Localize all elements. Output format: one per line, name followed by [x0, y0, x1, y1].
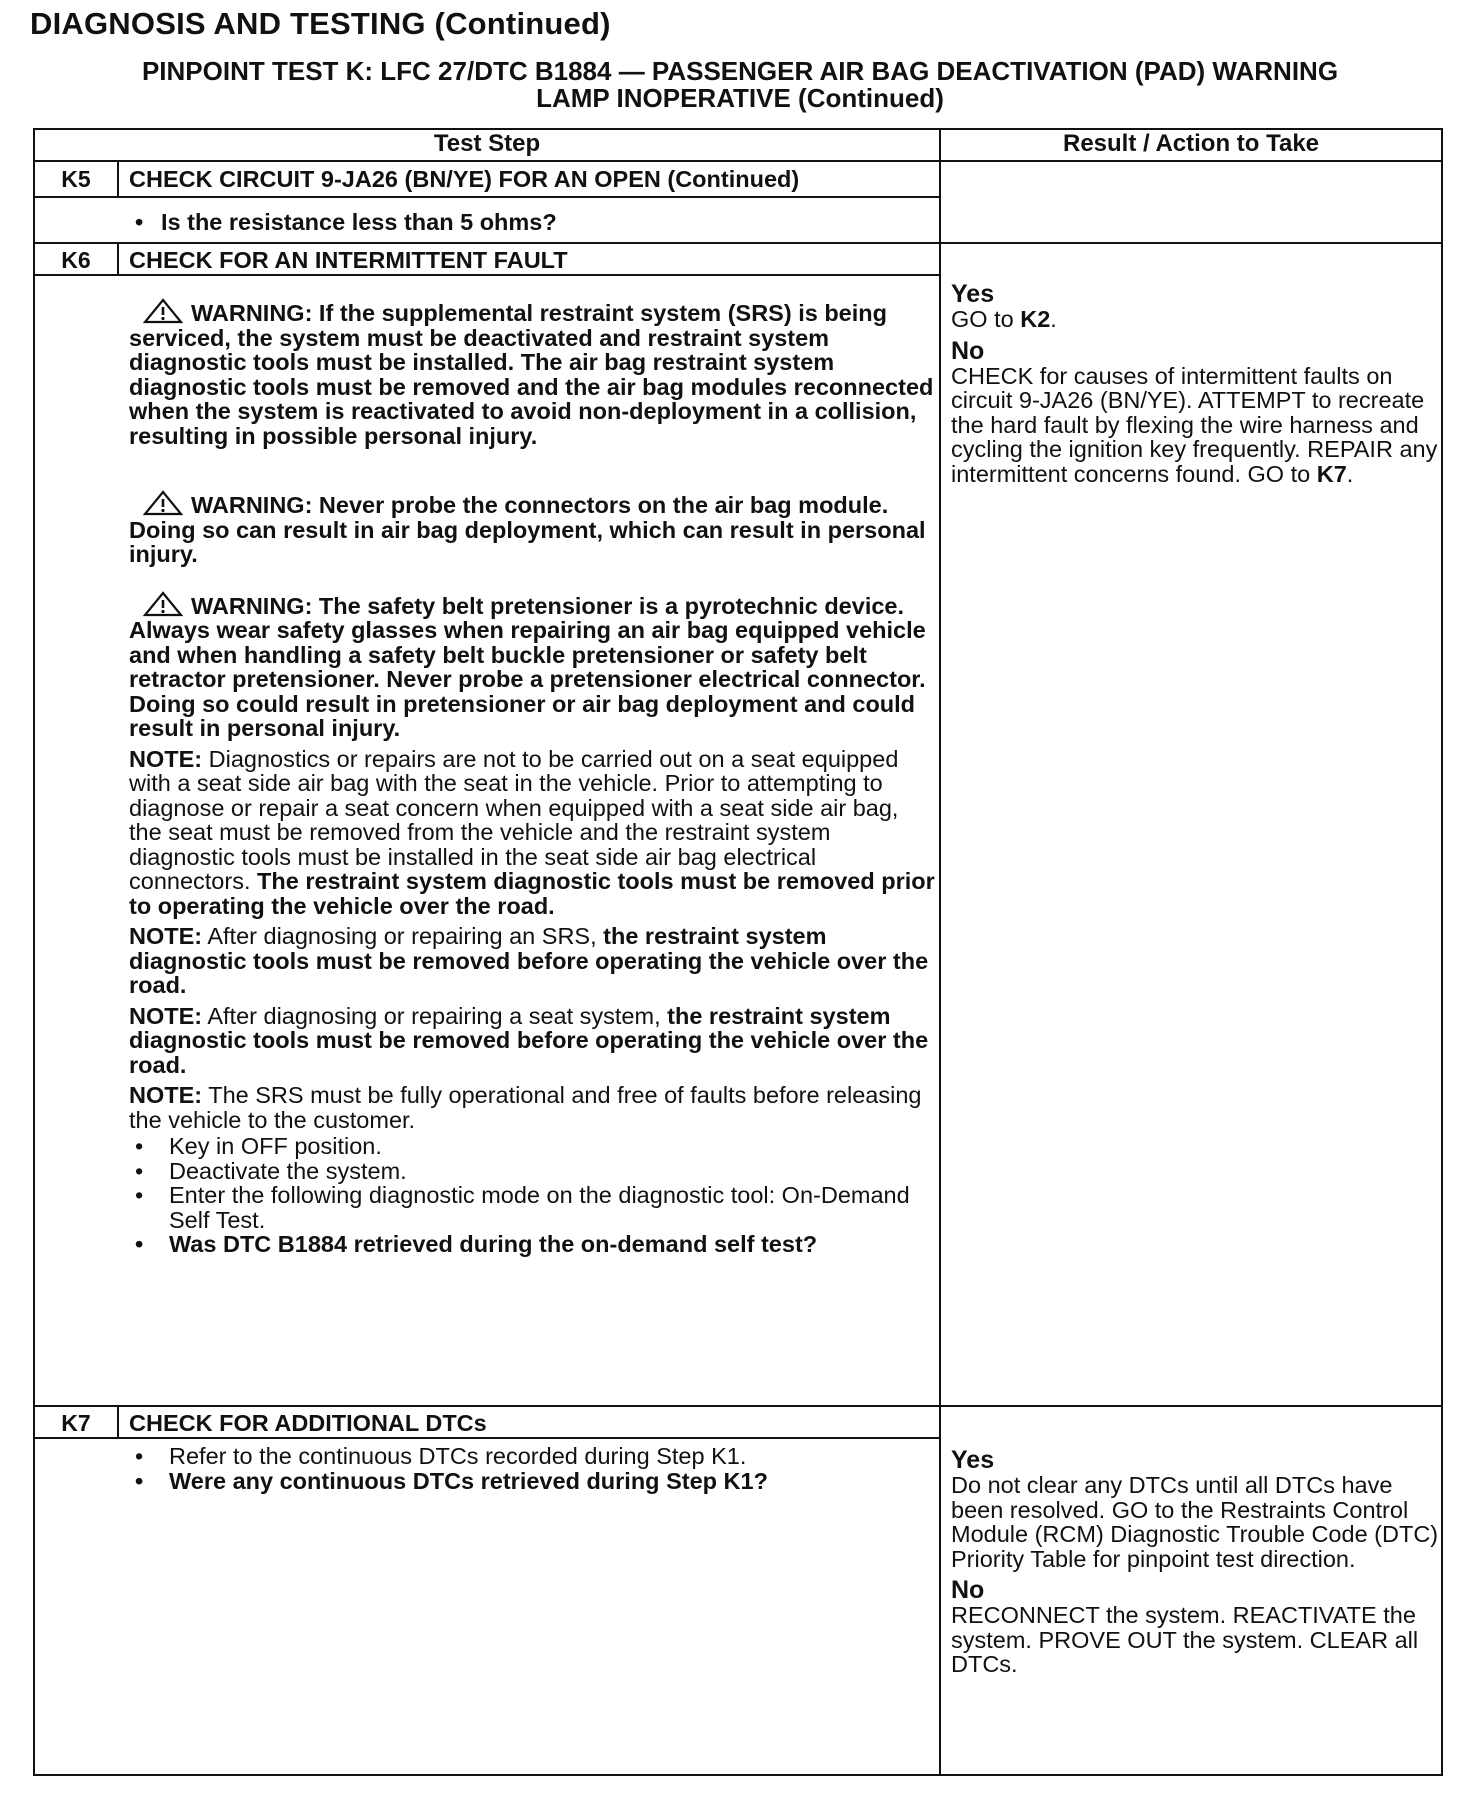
- pinpoint-test-title-line2: LAMP INOPERATIVE (Continued): [536, 83, 944, 113]
- k6-yes-end: .: [1050, 306, 1057, 332]
- k6-no-end: .: [1346, 460, 1354, 487]
- k5-bullet-question: • Is the resistance less than 5 ohms?: [129, 210, 929, 235]
- k7-no-action: RECONNECT the system. REACTIVATE the system. PROVE OUT the system. CLEAR all DTCs.: [951, 1602, 1419, 1677]
- k6-bullet-1: • Key in OFF position.: [129, 1134, 935, 1159]
- k5-step-title: CHECK CIRCUIT 9-JA26 (BN/YE) FOR AN OPEN (Continued): [129, 166, 800, 192]
- page-title: DIAGNOSIS AND TESTING (Continued): [30, 6, 611, 41]
- k6-yes-text: GO to: [951, 306, 1021, 332]
- k7-id-divider: [117, 1405, 119, 1437]
- k6-warning-3: [129, 591, 935, 741]
- header-row-divider: [35, 160, 1441, 162]
- k6-note-2-text: After diagnosing or repairing an SRS,: [202, 923, 604, 949]
- k5-question: [129, 210, 929, 235]
- note-label: NOTE:: [129, 1002, 203, 1029]
- k6-note-4: [129, 1083, 935, 1132]
- k7-result: [951, 1448, 1439, 1684]
- k5-title-divider: [35, 196, 939, 198]
- k6-yes-label: Yes: [951, 280, 995, 308]
- note-label: NOTE:: [129, 923, 203, 949]
- k6-note-3-emphasis: the restraint system diagnostic tools must be removed before operating the vehicle over the road.: [129, 1002, 929, 1078]
- k6-yes-step-ref: K2: [1020, 306, 1051, 332]
- note-label: NOTE:: [129, 1082, 203, 1108]
- k6-step-title: CHECK FOR AN INTERMITTENT FAULT: [129, 247, 568, 273]
- k6-bullet-3: • Enter the following diagnostic mode on the diagnostic tool: On-Demand Self Test.: [129, 1183, 935, 1232]
- k7-bullet-2: • Were any continuous DTCs retrieved during Step K1?: [129, 1469, 935, 1494]
- k6-note-2-emphasis: the restraint system diagnostic tools must be removed before operating the vehicle over the road.: [129, 923, 929, 998]
- k6-bullet-2: • Deactivate the system.: [129, 1159, 935, 1184]
- k6-no-label: No: [951, 336, 985, 365]
- k6-title-divider: [35, 274, 939, 276]
- column-header-result: Result / Action to Take: [1062, 130, 1320, 157]
- k6-bullet-list: [129, 1134, 935, 1257]
- k6-note-3-text: After diagnosing or repairing a seat system,: [202, 1002, 668, 1029]
- k7-step-id: K7: [61, 1410, 91, 1436]
- k6-step-body: [129, 298, 935, 1257]
- k7-step-title: CHECK FOR ADDITIONAL DTCs: [129, 1410, 487, 1436]
- k6-id-divider: [117, 242, 119, 274]
- k6-row-divider: [35, 1405, 1441, 1407]
- k6-note-1-text: Diagnostics or repairs are not to be carried out on a seat equipped with a seat side air bag with the seat in the vehicle. Prior to attempting to diagnose or repair a seat concern when equipped with a seat side air bag, the seat must be removed from the vehicle and the restraint system diagnostic tools must be installed in the seat side air bag electrical connectors.: [129, 745, 899, 894]
- k7-bullet-1: • Refer to the continuous DTCs recorded during Step K1.: [129, 1444, 935, 1469]
- k6-warning-2-text: WARNING: Never probe the connectors on the air bag module. Doing so can result in air bag deployment, which can result in personal injury.: [129, 492, 926, 567]
- note-label: NOTE:: [129, 745, 203, 772]
- k6-no-step-ref: K7: [1316, 460, 1347, 487]
- k6-note-1-emphasis: The restraint system diagnostic tools must be removed prior to operating the vehicle over the road.: [129, 868, 935, 919]
- k6-no-action: [951, 364, 1439, 487]
- k7-no-label: No: [951, 1576, 985, 1604]
- k7-yes-action: Do not clear any DTCs until all DTCs have been resolved. GO to the Restraints Control Module (RCM) Diagnostic Trouble Code (DTC) Priority Table for pinpoint test direction.: [951, 1472, 1439, 1572]
- k6-note-1: [129, 747, 935, 919]
- k5-step-id: K5: [61, 166, 91, 192]
- k6-note-3: [129, 1004, 935, 1078]
- pinpoint-test-title-line1: PINPOINT TEST K: LFC 27/DTC B1884 — PASSENGER AIR BAG DEACTIVATION (PAD) WARNING: [141, 56, 1339, 86]
- warning-triangle-icon: [143, 591, 183, 617]
- k6-warning-1-text: WARNING: If the supplemental restraint system (SRS) is being serviced, the system must be deactivated and restraint system diagnostic tools must be installed. The air bag restraint system diagnostic tools must be removed and the air bag modules reconnected when the system is reactivated to avoid non-deployment in a collision, resulting in possible personal injury.: [129, 300, 934, 449]
- k7-bullet-list: [129, 1444, 935, 1493]
- k6-result: [951, 282, 1439, 493]
- warning-triangle-icon: [143, 298, 183, 324]
- warning-triangle-icon: [143, 490, 183, 516]
- k6-note-4-text: The SRS must be fully operational and free of faults before releasing the vehicle to the customer.: [129, 1082, 922, 1133]
- k6-no-text: CHECK for causes of intermittent faults on circuit 9-JA26 (BN/YE). ATTEMPT to recreate the hard fault by flexing the wire harness and cycling the ignition key frequently. REPAIR any intermittent concerns found. GO to: [951, 362, 1438, 487]
- k6-note-2: [129, 924, 935, 998]
- column-divider: [939, 130, 941, 1774]
- k7-yes-label: Yes: [951, 1446, 995, 1474]
- k7-title-divider: [35, 1437, 939, 1439]
- k5-bullet-list: [129, 210, 929, 235]
- k5-id-divider: [117, 160, 119, 196]
- k6-step-id: K6: [61, 247, 91, 273]
- k6-yes-action: [951, 307, 1439, 332]
- column-header-test-step: Test Step: [433, 130, 541, 157]
- pinpoint-test-title: [40, 58, 1440, 112]
- k6-warning-1: [129, 298, 935, 448]
- k6-warning-2: [129, 490, 935, 567]
- k5-row-divider: [35, 242, 1441, 244]
- k6-bullet-4: • Was DTC B1884 retrieved during the on-demand self test?: [129, 1232, 935, 1257]
- k7-step-body: [129, 1444, 935, 1493]
- pinpoint-test-table: [33, 128, 1443, 1776]
- k6-warning-3-text: WARNING: The safety belt pretensioner is a pyrotechnic device. Always wear safety glasses when repairing an air bag equipped vehicle and when handling a safety belt buckle pretensioner or safety belt retractor pretensioner. Never probe a pretensioner electrical connector. Doing so could result in pretensioner or air bag deployment and could result in personal injury.: [129, 592, 926, 741]
